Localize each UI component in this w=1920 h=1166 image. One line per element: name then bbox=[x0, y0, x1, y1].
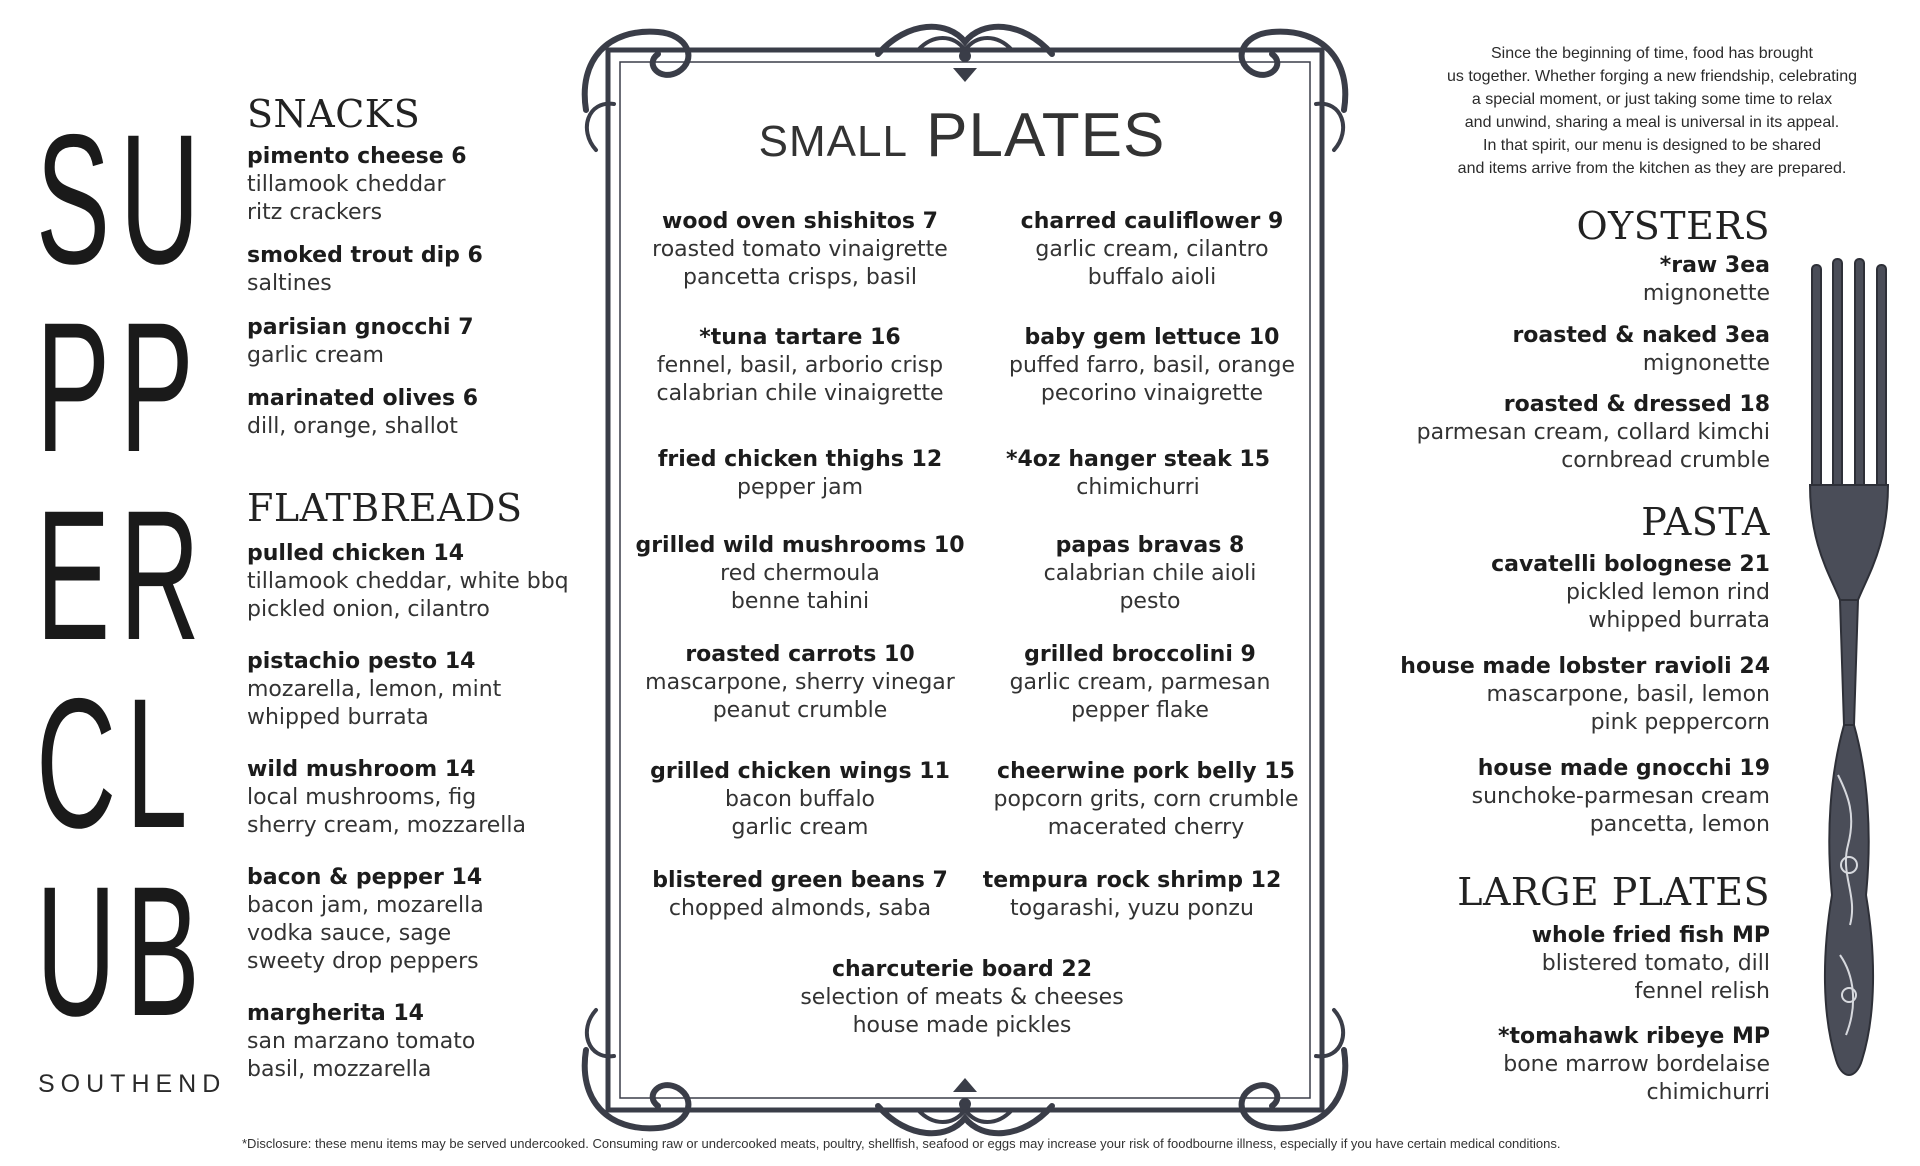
menu-item bbox=[1532, 922, 1770, 1006]
menu-item bbox=[247, 540, 569, 624]
menu-item bbox=[1021, 208, 1284, 292]
menu-item bbox=[247, 1000, 475, 1084]
item-name: parisian gnocchi 7 bbox=[247, 315, 474, 340]
item-desc: benne tahini bbox=[730, 589, 870, 614]
menu-item bbox=[650, 758, 950, 842]
item-desc: peanut crumble bbox=[712, 698, 888, 723]
item-desc: sunchoke-parmesan cream bbox=[1471, 784, 1770, 809]
item-desc: selection of meats & cheeses bbox=[800, 985, 1124, 1010]
menu-item bbox=[247, 143, 467, 227]
item-desc: san marzano tomato bbox=[247, 1029, 476, 1054]
item-name: *tomahawk ribeye MP bbox=[1497, 1024, 1770, 1049]
menu-item bbox=[1010, 641, 1271, 725]
menu-item bbox=[635, 532, 964, 616]
brand-letters-su: SU bbox=[36, 97, 210, 303]
item-name: tempura rock shrimp 12 bbox=[982, 868, 1282, 893]
menu-item bbox=[1400, 653, 1770, 737]
item-name: roasted & naked 3ea bbox=[1512, 323, 1770, 348]
item-desc: pecorino vinaigrette bbox=[1040, 381, 1264, 406]
menu-item bbox=[652, 867, 948, 923]
item-desc: fennel, basil, arborio crisp bbox=[656, 353, 944, 378]
menu-item bbox=[800, 956, 1123, 1040]
item-desc: pickled onion, cilantro bbox=[247, 597, 490, 622]
item-desc: togarashi, yuzu ponzu bbox=[1010, 896, 1254, 921]
menu-item bbox=[645, 641, 955, 725]
item-desc: bacon buffalo bbox=[724, 787, 876, 812]
item-desc: mozarella, lemon, mint bbox=[247, 677, 502, 702]
item-desc: chopped almonds, saba bbox=[668, 896, 932, 921]
item-name: pulled chicken 14 bbox=[247, 541, 465, 566]
item-desc: pink peppercorn bbox=[1590, 710, 1770, 735]
item-name: grilled wild mushrooms 10 bbox=[635, 533, 965, 558]
item-desc: fennel relish bbox=[1634, 979, 1770, 1004]
item-name: roasted & dressed 18 bbox=[1503, 392, 1770, 417]
item-name: pimento cheese 6 bbox=[247, 144, 467, 169]
item-name: cavatelli bolognese 21 bbox=[1491, 552, 1770, 577]
menu-item bbox=[1044, 532, 1257, 616]
item-desc: pancetta, lemon bbox=[1589, 812, 1770, 837]
menu-item bbox=[1498, 1023, 1770, 1107]
large-plates-heading: LARGE PLATES bbox=[1457, 870, 1770, 914]
item-desc: mascarpone, sherry vinegar bbox=[645, 670, 955, 695]
item-desc: mascarpone, basil, lemon bbox=[1486, 682, 1770, 707]
small-plates-heading-small: SMALL bbox=[758, 117, 908, 166]
intro-line: a special moment, or just taking some time to relax bbox=[1471, 91, 1833, 108]
menu-item bbox=[1417, 391, 1770, 475]
item-desc: calabrian chile aioli bbox=[1043, 561, 1257, 586]
oysters-heading: OYSTERS bbox=[1576, 204, 1770, 248]
brand-letters-er: ER bbox=[36, 473, 210, 679]
item-desc: chimichurri bbox=[1076, 475, 1200, 500]
menu-item bbox=[1512, 322, 1770, 378]
menu-item bbox=[247, 756, 526, 840]
item-name: wood oven shishitos 7 bbox=[662, 209, 938, 234]
item-desc: whipped burrata bbox=[247, 705, 429, 730]
item-name: charred cauliflower 9 bbox=[1020, 209, 1284, 234]
item-desc: local mushrooms, fig bbox=[247, 785, 477, 810]
item-desc: garlic cream, parmesan bbox=[1009, 670, 1271, 695]
menu-item bbox=[1491, 551, 1770, 635]
item-desc: sherry cream, mozzarella bbox=[247, 813, 527, 838]
item-desc: chimichurri bbox=[1646, 1080, 1770, 1105]
menu-item bbox=[247, 385, 478, 441]
item-desc: roasted tomato vinaigrette bbox=[652, 237, 948, 262]
snacks-heading: SNACKS bbox=[247, 92, 421, 136]
fork-icon bbox=[1800, 255, 1900, 1090]
menu-item bbox=[658, 446, 942, 502]
item-name: papas bravas 8 bbox=[1055, 533, 1245, 558]
item-desc: pickled lemon rind bbox=[1565, 580, 1770, 605]
item-desc: ritz crackers bbox=[247, 200, 383, 225]
item-name: wild mushroom 14 bbox=[247, 757, 476, 782]
item-desc: bone marrow bordelaise bbox=[1503, 1052, 1770, 1077]
item-desc: whipped burrata bbox=[1588, 608, 1770, 633]
item-desc: garlic cream bbox=[731, 815, 869, 840]
item-name: whole fried fish MP bbox=[1531, 923, 1770, 948]
item-desc: dill, orange, shallot bbox=[247, 414, 458, 439]
brand-letters-pp: PP bbox=[36, 285, 204, 491]
item-name: cheerwine pork belly 15 bbox=[997, 759, 1295, 784]
item-name: fried chicken thighs 12 bbox=[657, 447, 943, 472]
small-plates-heading-big: PLATES bbox=[926, 101, 1166, 170]
menu-item bbox=[983, 867, 1282, 923]
brand-letters-cl: CL bbox=[36, 661, 198, 867]
item-desc: tillamook cheddar bbox=[247, 172, 446, 197]
item-desc: pepper flake bbox=[1071, 698, 1209, 723]
item-desc: mignonette bbox=[1642, 281, 1770, 306]
intro-paragraph bbox=[1392, 42, 1912, 180]
intro-line: and items arrive from the kitchen as they are prepared. bbox=[1457, 160, 1847, 177]
flatbreads-heading: FLATBREADS bbox=[247, 486, 523, 530]
item-desc: macerated cherry bbox=[1047, 815, 1245, 840]
item-desc: basil, mozzarella bbox=[247, 1057, 432, 1082]
item-name: house made lobster ravioli 24 bbox=[1400, 654, 1770, 679]
menu-item bbox=[247, 314, 474, 370]
menu-item bbox=[1472, 755, 1770, 839]
menu-item bbox=[1643, 252, 1770, 308]
item-name: charcuterie board 22 bbox=[831, 957, 1093, 982]
item-desc: sweety drop peppers bbox=[247, 949, 479, 974]
brand-letters-ub: UB bbox=[36, 849, 210, 1055]
intro-line: Since the beginning of time, food has brought bbox=[1491, 45, 1813, 62]
item-desc: red chermoula bbox=[720, 561, 880, 586]
item-desc: pesto bbox=[1119, 589, 1181, 614]
item-desc: mignonette bbox=[1642, 351, 1770, 376]
item-desc: pepper jam bbox=[736, 475, 864, 500]
item-name: *raw 3ea bbox=[1659, 253, 1770, 278]
menu-item bbox=[652, 208, 948, 292]
item-name: grilled broccolini 9 bbox=[1024, 642, 1256, 667]
item-name: *tuna tartare 16 bbox=[699, 325, 901, 350]
item-name: bacon & pepper 14 bbox=[247, 865, 483, 890]
pasta-heading: PASTA bbox=[1641, 500, 1770, 544]
item-name: blistered green beans 7 bbox=[652, 868, 948, 893]
menu-item bbox=[993, 758, 1298, 842]
item-name: grilled chicken wings 11 bbox=[650, 759, 950, 784]
item-desc: buffalo aioli bbox=[1087, 265, 1217, 290]
item-desc: saltines bbox=[247, 271, 332, 296]
item-desc: popcorn grits, corn crumble bbox=[993, 787, 1299, 812]
menu-item bbox=[247, 648, 501, 732]
menu-item bbox=[1006, 446, 1270, 502]
item-name: marinated olives 6 bbox=[247, 386, 479, 411]
item-desc: pancetta crisps, basil bbox=[682, 265, 917, 290]
item-desc: garlic cream bbox=[247, 343, 384, 368]
intro-line: In that spirit, our menu is designed to be shared bbox=[1483, 137, 1821, 154]
item-desc: cornbread crumble bbox=[1561, 448, 1770, 473]
item-desc: blistered tomato, dill bbox=[1541, 951, 1770, 976]
disclosure-text: *Disclosure: these menu items may be served undercooked. Consuming raw or undercooked meats, poultry, shellfish, seafood or eggs may increase your risk of foodbourne illness, especially if you have certain medical conditions. bbox=[242, 1136, 1561, 1151]
menu-item bbox=[1009, 324, 1295, 408]
item-desc: vodka sauce, sage bbox=[247, 921, 452, 946]
item-desc: tillamook cheddar, white bbq bbox=[247, 569, 569, 594]
item-desc: house made pickles bbox=[852, 1013, 1072, 1038]
item-name: baby gem lettuce 10 bbox=[1024, 325, 1280, 350]
intro-line: us together. Whether forging a new friendship, celebrating bbox=[1446, 68, 1858, 85]
item-desc: parmesan cream, collard kimchi bbox=[1416, 420, 1770, 445]
item-desc: calabrian chile vinaigrette bbox=[656, 381, 944, 406]
menu-item bbox=[247, 864, 484, 976]
small-plates-heading bbox=[759, 100, 1166, 171]
intro-line: and unwind, sharing a meal is universal in its appeal. bbox=[1464, 114, 1840, 131]
item-desc: garlic cream, cilantro bbox=[1035, 237, 1269, 262]
item-desc: bacon jam, mozarella bbox=[247, 893, 484, 918]
brand-location: SOUTHEND bbox=[38, 1070, 227, 1098]
menu-item bbox=[656, 324, 943, 408]
item-name: house made gnocchi 19 bbox=[1477, 756, 1770, 781]
menu-item bbox=[247, 242, 483, 298]
item-name: pistachio pesto 14 bbox=[247, 649, 476, 674]
item-name: margherita 14 bbox=[247, 1001, 424, 1026]
item-name: *4oz hanger steak 15 bbox=[1005, 447, 1271, 472]
item-name: roasted carrots 10 bbox=[685, 642, 915, 667]
item-name: smoked trout dip 6 bbox=[247, 243, 483, 268]
item-desc: puffed farro, basil, orange bbox=[1009, 353, 1295, 378]
